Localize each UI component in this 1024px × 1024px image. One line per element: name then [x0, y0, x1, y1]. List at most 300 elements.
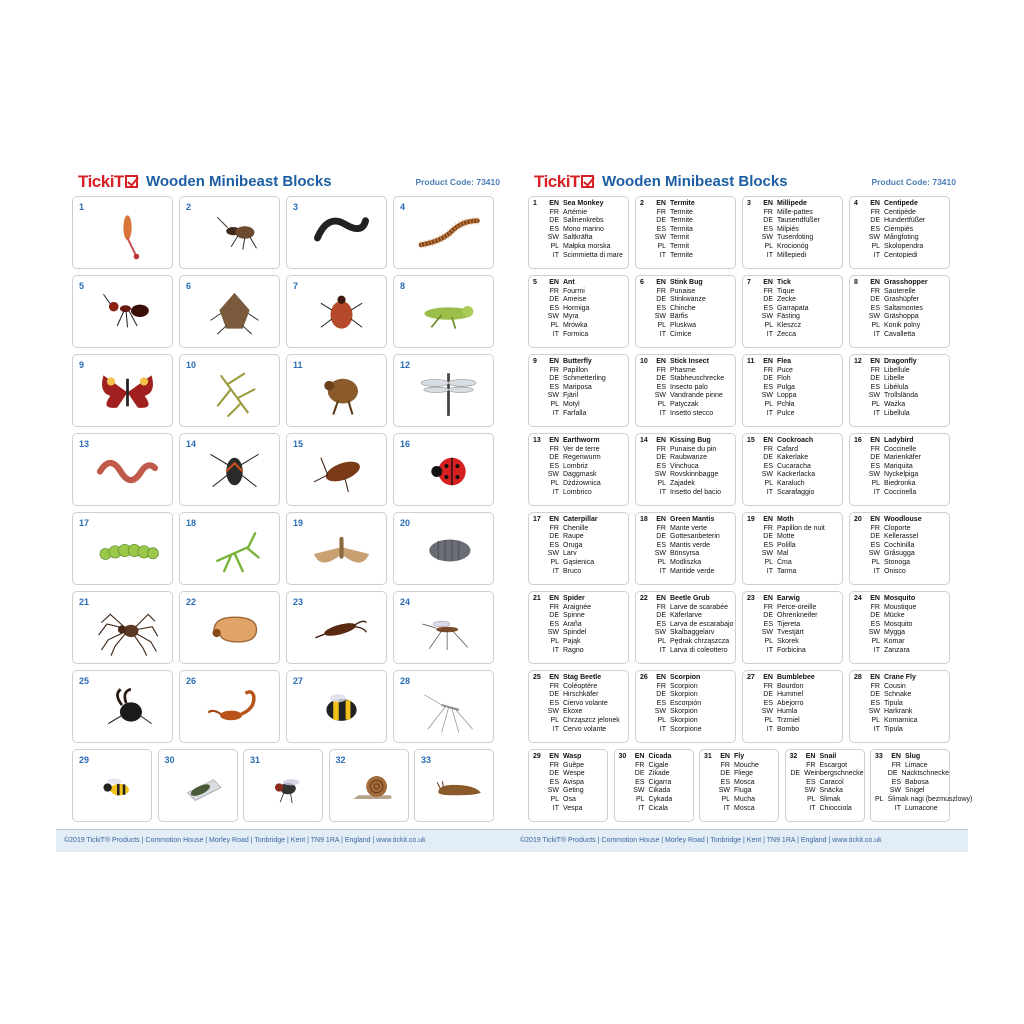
translation-row-sw [533, 787, 607, 796]
card-number: 22 [186, 597, 197, 607]
spacer [747, 401, 757, 410]
language-code: FR [806, 761, 816, 769]
language-code: IT [873, 330, 880, 338]
language-code: FR [763, 287, 773, 295]
translated-name: Scarafaggio [777, 488, 815, 496]
translation-row-de [747, 612, 842, 621]
spacer [747, 288, 757, 297]
language-code: ES [870, 304, 880, 312]
translation-row-de [704, 770, 778, 779]
translation-row-fr [747, 367, 842, 376]
translated-name: Abejorro [777, 699, 804, 707]
snail-icon [348, 760, 400, 815]
translated-name: Krocionóg [777, 242, 809, 250]
minibeast-picture-card [72, 749, 152, 822]
translation-row-sw [854, 234, 949, 243]
card-number: 16 [854, 437, 862, 444]
translated-name: Ślimak nagi (bezmuszlowy) [887, 795, 973, 803]
minibeast-translation-card [635, 354, 736, 427]
spacer [790, 779, 800, 788]
spacer [747, 525, 757, 534]
spacer [854, 683, 864, 692]
translation-row-it [854, 252, 949, 261]
translated-name: Bourdon [777, 682, 804, 690]
translation-row-fr [533, 209, 628, 218]
spacer [533, 480, 543, 489]
language-code: FR [656, 287, 666, 295]
translated-name: Skolopendra [884, 242, 924, 250]
translation-row-en [747, 279, 842, 288]
language-code: SW [761, 234, 773, 242]
translated-name: Centopiedi [884, 251, 918, 259]
translation-row-en [619, 753, 693, 762]
minibeast-translation-card [742, 354, 843, 427]
dragonfly-icon [412, 365, 485, 420]
language-code: IT [873, 251, 880, 259]
spacer [640, 410, 650, 419]
translation-row-es [747, 621, 842, 630]
translated-name: Spider [563, 595, 585, 602]
language-code: EN [656, 674, 666, 681]
language-code: FR [549, 682, 559, 690]
translation-row-es [640, 463, 735, 472]
language-code: FR [549, 208, 559, 216]
translation-row-de [640, 375, 735, 384]
translated-name: Farfalla [563, 409, 587, 417]
translation-row-fr [854, 288, 949, 297]
spacer [640, 683, 650, 692]
language-code: SW [654, 471, 666, 479]
translation-row-en [533, 753, 607, 762]
language-code: EN [870, 674, 880, 681]
language-code: ES [656, 462, 666, 470]
translated-name: Earthworm [563, 437, 600, 444]
spacer [747, 384, 757, 393]
translation-row-it [854, 726, 949, 735]
translation-row-pl [854, 322, 949, 331]
translation-row-sw [640, 392, 735, 401]
card-number: 33 [875, 753, 883, 760]
translated-name: Hirschkäfer [563, 691, 599, 699]
language-code: SW [868, 708, 880, 716]
minibeast-translation-card [635, 591, 736, 664]
translation-row-de [875, 770, 949, 779]
translated-name: Punaise [670, 287, 696, 295]
translated-name: Komarnica [884, 716, 918, 724]
language-code: DE [887, 770, 898, 778]
translation-row-en [854, 200, 949, 209]
minibeast-picture-card [286, 433, 387, 506]
language-code: PL [550, 716, 559, 724]
translated-name: Ćma [777, 558, 792, 566]
translation-row-en [875, 753, 949, 762]
translated-name: Tipula [884, 699, 903, 707]
language-code: DE [790, 770, 801, 778]
language-code: ES [763, 541, 773, 549]
translation-row-de [854, 296, 949, 305]
language-code: DE [870, 454, 880, 462]
translation-row-en [854, 279, 949, 288]
language-code: EN [549, 595, 559, 602]
language-code: IT [552, 646, 559, 654]
language-code: ES [870, 541, 880, 549]
language-code: ES [656, 699, 666, 707]
card-number: 31 [704, 753, 712, 760]
centipede-icon [412, 207, 485, 262]
spacer [640, 226, 650, 235]
spacer [854, 525, 864, 534]
language-code: ES [763, 462, 773, 470]
translation-row-es [790, 779, 864, 788]
translation-row-it [640, 726, 735, 735]
spacer [533, 621, 543, 630]
picture-sheet [56, 166, 512, 852]
translation-row-pl [854, 401, 949, 410]
checkmark-icon [581, 175, 594, 188]
language-code: PL [764, 716, 773, 724]
spacer [747, 252, 757, 261]
translation-row-sw [640, 313, 735, 322]
translated-name: Mille-pattes [777, 208, 813, 216]
translation-row-fr [790, 762, 864, 771]
translated-name: Ladybird [884, 437, 914, 444]
minibeast-picture-card [179, 275, 280, 348]
translation-row-de [790, 770, 864, 779]
card-number: 19 [747, 516, 755, 523]
translated-name: Wespe [563, 770, 585, 778]
spacer [854, 288, 864, 297]
spacer [747, 489, 757, 498]
language-code: DE [870, 375, 880, 383]
translation-row-sw [854, 392, 949, 401]
minibeast-translation-card [849, 196, 950, 269]
translated-name: Mouche [734, 761, 759, 769]
spacer [640, 392, 650, 401]
card-number: 29 [79, 755, 90, 765]
language-code: PL [657, 242, 666, 250]
translation-row-pl [533, 559, 628, 568]
translated-name: Dżdżownica [563, 479, 601, 487]
translation-row-fr [533, 683, 628, 692]
translated-name: Garrapata [777, 304, 809, 312]
language-code: EN [634, 753, 645, 760]
translation-row-pl [640, 480, 735, 489]
spacer [640, 367, 650, 376]
translated-name: Trzmiel [777, 716, 800, 724]
spacer [619, 770, 629, 779]
language-code: SW [761, 708, 773, 716]
slug-icon [433, 760, 485, 815]
translated-name: Insetto del bacio [670, 488, 721, 496]
translated-name: Marienkäfer [884, 454, 921, 462]
translation-row-fr [619, 762, 693, 771]
minibeast-translation-card [528, 433, 629, 506]
spacer [533, 796, 543, 805]
spacer [533, 525, 543, 534]
language-code: ES [870, 383, 880, 391]
spacer [704, 779, 714, 788]
translation-row-fr [875, 762, 949, 771]
moth-icon [305, 523, 378, 578]
spacer [854, 446, 864, 455]
spacer [533, 770, 543, 779]
language-code: FR [870, 208, 880, 216]
language-code: ES [549, 778, 559, 786]
spacer [747, 375, 757, 384]
translated-name: Stag Beetle [563, 674, 602, 681]
spacer [747, 209, 757, 218]
wasp-icon [91, 760, 143, 815]
beetle-grub-icon [198, 602, 271, 657]
translated-name: Motyl [563, 400, 580, 408]
translation-row-de [640, 217, 735, 226]
translation-row-fr [640, 604, 735, 613]
spacer [533, 708, 543, 717]
translated-name: Araña [563, 620, 582, 628]
spacer [640, 296, 650, 305]
spacer [854, 604, 864, 613]
translated-name: Mucha [734, 795, 756, 803]
translated-name: Avispa [563, 778, 584, 786]
language-code: SW [718, 787, 730, 795]
translated-name: Woodlouse [884, 516, 922, 523]
language-code: FR [549, 524, 559, 532]
spacer [640, 217, 650, 226]
language-code: ES [549, 699, 559, 707]
language-code: FR [549, 761, 559, 769]
translated-name: Salinenkrebs [563, 217, 604, 225]
translation-row-it [747, 489, 842, 498]
spacer [533, 384, 543, 393]
translated-name: Ohrenkneifer [777, 612, 818, 620]
language-code: PL [635, 795, 645, 803]
spacer [640, 375, 650, 384]
language-code: SW [547, 392, 559, 400]
spacer [533, 234, 543, 243]
spacer [533, 805, 543, 814]
translated-name: Oruga [563, 541, 583, 549]
spacer [533, 638, 543, 647]
minibeast-picture-card [72, 512, 173, 585]
language-code: IT [766, 330, 773, 338]
translation-row-pl [854, 243, 949, 252]
language-code: EN [891, 753, 901, 760]
spacer [704, 787, 714, 796]
translation-row-en [704, 753, 778, 762]
translated-name: Cafard [777, 445, 799, 453]
translated-name: Harkrank [884, 708, 913, 716]
translated-name: Fourmi [563, 287, 585, 295]
translated-name: Coccinella [884, 488, 917, 496]
translation-row-de [747, 217, 842, 226]
translation-row-it [533, 252, 628, 261]
minibeast-picture-card [286, 512, 387, 585]
spacer [640, 305, 650, 314]
spacer [533, 463, 543, 472]
translation-row-de [854, 612, 949, 621]
spacer [747, 542, 757, 551]
translated-name: Ragno [563, 646, 584, 654]
translation-row-pl [747, 480, 842, 489]
spacer [640, 331, 650, 340]
spacer [640, 647, 650, 656]
translation-row-es [640, 700, 735, 709]
spacer [875, 770, 884, 779]
language-code: SW [547, 234, 559, 242]
translation-row-it [640, 568, 735, 577]
language-code: PL [875, 795, 884, 803]
translation-row-en [533, 595, 628, 604]
translated-name: Mariquita [884, 462, 913, 470]
spacer [640, 463, 650, 472]
translated-name: Ant [563, 279, 575, 286]
translation-row-en [747, 595, 842, 604]
translation-row-fr [854, 683, 949, 692]
translation-row-pl [747, 717, 842, 726]
translation-row-pl [533, 480, 628, 489]
translated-name: Papillon de nuit [777, 524, 825, 532]
translated-name: Stinkwanze [670, 296, 706, 304]
minibeast-picture-card [286, 196, 387, 269]
spacer [854, 401, 864, 410]
spacer [533, 726, 543, 735]
card-number: 18 [640, 516, 648, 523]
translated-name: Termite [670, 217, 693, 225]
card-number: 6 [640, 279, 644, 286]
spacer [790, 787, 800, 796]
minibeast-picture-card [393, 591, 494, 664]
translation-row-it [640, 489, 735, 498]
language-code: EN [656, 358, 666, 365]
translated-name: Tvestjärt [777, 629, 804, 637]
translated-name: Green Mantis [670, 516, 715, 523]
language-code: EN [870, 595, 880, 602]
language-code: PL [550, 558, 559, 566]
sheet-title: Wooden Minibeast Blocks [146, 173, 332, 190]
language-code: IT [723, 804, 730, 812]
spacer [640, 604, 650, 613]
translation-row-pl [640, 559, 735, 568]
language-code: PL [871, 242, 880, 250]
translation-row-de [533, 612, 628, 621]
translated-name: Polilla [777, 541, 796, 549]
minibeast-picture-card [414, 749, 494, 822]
translated-name: Guêpe [563, 761, 585, 769]
language-code: PL [550, 795, 559, 803]
card-number: 17 [533, 516, 541, 523]
language-code: DE [549, 454, 559, 462]
translated-name: Schnake [884, 691, 912, 699]
language-code: ES [656, 304, 666, 312]
spacer [640, 700, 650, 709]
translation-row-pl [854, 480, 949, 489]
translation-row-en [640, 200, 735, 209]
earwig-icon [305, 602, 378, 657]
language-code: EN [656, 437, 666, 444]
card-number: 18 [186, 518, 197, 528]
language-code: FR [635, 761, 645, 769]
translated-name: Mariposa [563, 383, 592, 391]
translated-name: Mante verte [670, 524, 707, 532]
translated-name: Scorpion [670, 674, 701, 681]
language-code: PL [764, 637, 773, 645]
crane-fly-icon [412, 681, 485, 736]
spacer [533, 296, 543, 305]
translation-row-sw [533, 629, 628, 638]
translated-name: Snail [819, 753, 837, 760]
spacer [854, 726, 864, 735]
translation-row-it [533, 647, 628, 656]
language-code: SW [868, 550, 880, 558]
translated-name: Gräshoppa [884, 313, 919, 321]
translation-row-it [875, 805, 949, 814]
language-code: PL [871, 479, 880, 487]
language-code: EN [763, 595, 773, 602]
translation-row-es [854, 463, 949, 472]
translated-name: Scimmietta di mare [563, 251, 623, 259]
spacer [747, 305, 757, 314]
translated-name: Nyckelpiga [884, 471, 919, 479]
translated-name: Hundertfüßer [884, 217, 926, 225]
spacer [790, 805, 800, 814]
language-code: SW [804, 787, 816, 795]
cockroach-icon [305, 444, 378, 499]
spacer [533, 331, 543, 340]
translated-name: Karaluch [777, 479, 805, 487]
spacer [533, 322, 543, 331]
translated-name: Skalbaggelarv [670, 629, 715, 637]
translated-name: Käferlarve [670, 612, 702, 620]
spacer [854, 375, 864, 384]
minibeast-translation-card [635, 512, 736, 585]
translation-row-fr [533, 446, 628, 455]
translated-name: Centipede [884, 200, 918, 207]
translation-row-pl [640, 322, 735, 331]
sea-monkey-icon [91, 207, 164, 262]
translated-name: Ver de terre [563, 445, 600, 453]
minibeast-picture-card [179, 591, 280, 664]
translation-row-it [640, 331, 735, 340]
translated-name: Cochinilla [884, 541, 915, 549]
card-number: 26 [186, 676, 197, 686]
translation-row-es [533, 305, 628, 314]
stick-insect-icon [198, 365, 271, 420]
scorpion-icon [198, 681, 271, 736]
spacer [854, 533, 864, 542]
translated-name: Caterpillar [563, 516, 598, 523]
spacer [640, 525, 650, 534]
translation-row-en [640, 279, 735, 288]
translation-row-fr [747, 604, 842, 613]
language-code: ES [870, 462, 880, 470]
language-code: IT [766, 725, 773, 733]
translated-name: Lombriz [563, 462, 588, 470]
translated-name: Tarma [777, 567, 797, 575]
translated-name: Onisco [884, 567, 906, 575]
spacer [747, 234, 757, 243]
card-number: 17 [79, 518, 90, 528]
translated-name: Gottesanbeterin [670, 533, 720, 541]
language-code: ES [870, 620, 880, 628]
spacer [533, 550, 543, 559]
translation-row-sw [747, 234, 842, 243]
translation-row-fr [854, 209, 949, 218]
language-code: IT [659, 330, 666, 338]
translated-name: Phasme [670, 366, 696, 374]
language-code: FR [763, 524, 773, 532]
card-number: 6 [186, 281, 192, 291]
translated-name: Bumblebee [777, 674, 815, 681]
